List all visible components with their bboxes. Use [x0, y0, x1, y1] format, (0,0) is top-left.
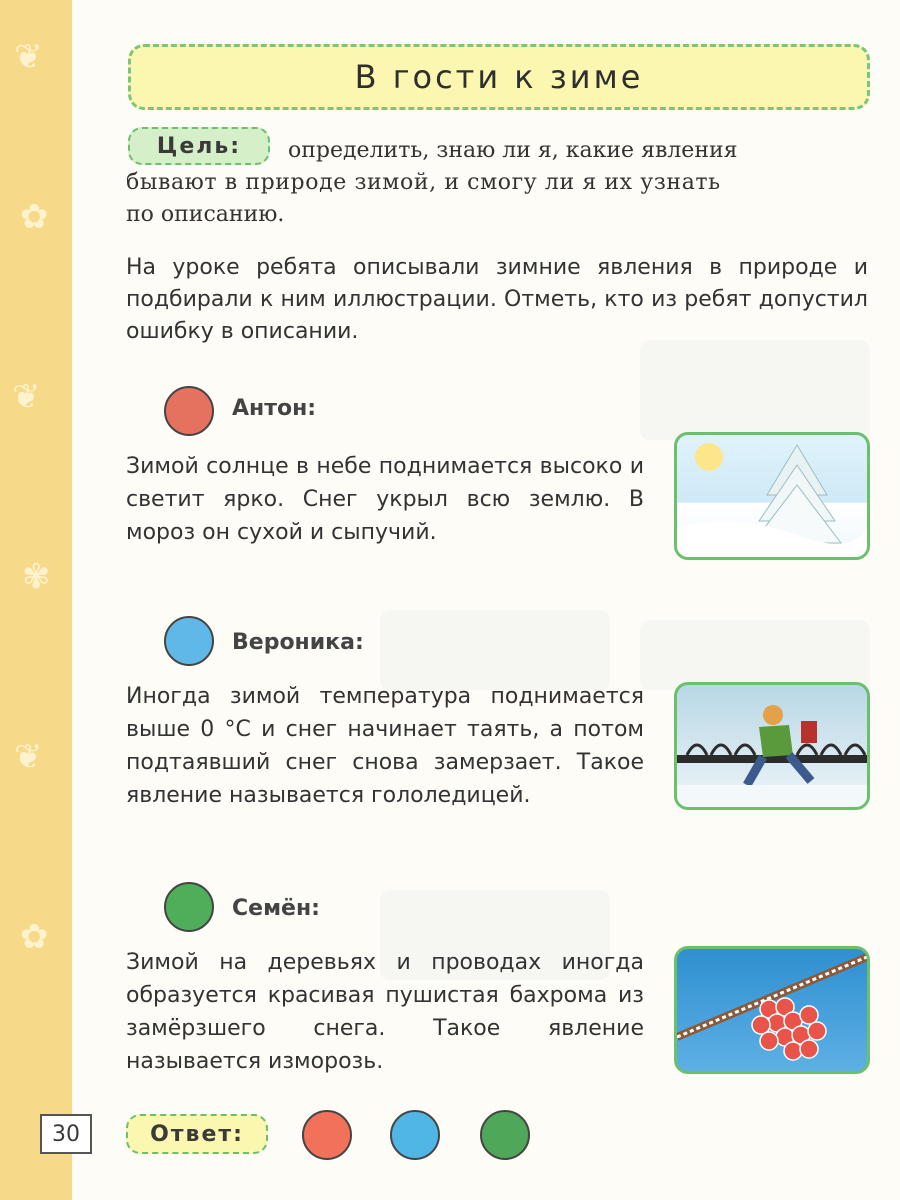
leaf-ornament-icon: ❦ — [12, 377, 41, 417]
page-title: В гости к зиме — [354, 58, 644, 96]
student-name-semyon: Семён: — [232, 896, 320, 921]
title-banner — [128, 44, 870, 110]
student-name-anton: Антон: — [232, 396, 317, 421]
leaf-ornament-icon: ✾ — [22, 557, 51, 597]
goal-text-line3: по описанию. — [126, 202, 285, 227]
anton-description: Зимой солнце в небе поднимается высоко и светит ярко. Снег укрыл всю землю. В мороз он сухой и сыпучий. — [126, 454, 644, 545]
semyon-description: Зимой на деревьях и проводах иногда образуется красивая пушистая бахрома из замёрзшего снега. Такое явление называется изморозь. — [126, 950, 644, 1074]
anton-color-marker — [164, 386, 214, 436]
student-name-veronika: Вероника: — [232, 630, 364, 655]
show-through-shadow — [640, 620, 870, 690]
frosted-rowan-berries-picture — [674, 946, 870, 1074]
leaf-ornament-icon: ✿ — [20, 197, 49, 237]
leaf-ornament-icon: ❦ — [14, 37, 43, 77]
snowy-fir-tree-icon — [677, 435, 867, 557]
veronika-description: Иногда зимой температура поднимается выше 0 °С и снег начинает таять, а потом подтаявший снег снова замерзает. Такое явление называется гололедицей. — [126, 684, 644, 808]
goal-text-line1: определить, знаю ли я, какие явления — [288, 138, 738, 163]
left-margin-decoration — [0, 0, 72, 1200]
show-through-shadow — [380, 610, 610, 690]
child-slipping-on-ice-picture — [674, 682, 870, 810]
answer-label: Ответ: — [126, 1114, 268, 1154]
page-number: 30 — [40, 1114, 92, 1154]
leaf-ornament-icon: ✿ — [20, 917, 49, 957]
show-through-shadow — [640, 340, 870, 440]
answer-choice-red[interactable] — [302, 1110, 352, 1160]
goal-label: Цель: — [128, 127, 270, 165]
snowy-fir-tree-picture — [674, 432, 870, 560]
leaf-ornament-icon: ❦ — [14, 737, 43, 777]
semyon-color-marker — [164, 882, 214, 932]
answer-choice-green[interactable] — [480, 1110, 530, 1160]
task-instructions: На уроке ребята описывали зимние явления в природе и подбирали к ним иллюстрации. Отметь, кто из ребят допустил ошибку в описании. — [126, 255, 868, 344]
child-slipping-icon — [677, 685, 867, 807]
answer-choice-blue[interactable] — [390, 1110, 440, 1160]
veronika-color-marker — [164, 616, 214, 666]
rowan-berries-icon — [677, 949, 867, 1071]
goal-text-line2: бывают в природе зимой, и смогу ли я их узнать — [126, 170, 721, 195]
